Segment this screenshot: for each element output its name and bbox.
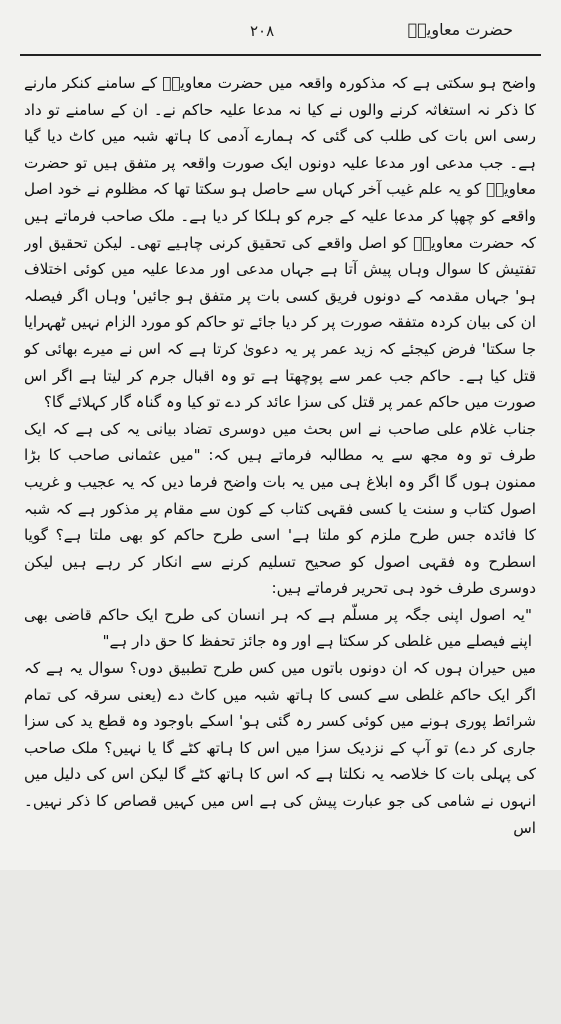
block-quote: "یہ اصول اپنی جگہ پر مسلّم ہے کہ ہر انسان کی طرح ایک حاکم قاضی بھی اپنے فیصلے میں غلطی کر سکتا ہے اور وہ جائز تحفظ کا حق دار ہے" (24, 605, 532, 651)
paragraph: واضح ہو سکتی ہے کہ مذکورہ واقعہ میں حضرت معاویہؓ کے سامنے کنکر مارنے کا ذکر نہ استغاثہ کرنے والوں نے کیا نہ مدعا علیہ حاکم نے۔ ان کے سامنے تو داد رسی اس بات کی طلب کی گئی کہ ہمارے آدمی کا ہاتھ شبہ میں کاٹ دیا گیا ہے۔ جب مدعی اور مدعا علیہ دونوں ایک صورت واقعہ پر متفق ہیں تو حضرت معاویہؓ کو یہ علم غیب آخر کہاں سے حاصل ہو سکتا تھا کہ مظلوم نے خود اصل واقعے کو چھپا کر مدعا علیہ کے جرم کو ہلکا کر دیا ہے۔ ملک صاحب فرماتے ہیں کہ حضرت معاویہؓ کو اصل واقعے کی تحقیق کرنی چاہیے تھی۔ لیکن تحقیق اور تفتیش کا سوال وہاں پیش آتا ہے جہاں مدعی اور مدعا علیہ میں کوئی اختلاف ہو' جہاں مقدمہ کے دونوں فریق کسی بات پر متفق ہو جائیں' وہاں اگر فیصلہ ان کی بیان کردہ متفقہ صورت پر کر دیا جائے تو حاکم کو مورد الزام نہیں ٹھہرایا جا سکتا' فرض کیجئے کہ زید عمر پر یہ دعویٰ کرتا ہے کہ اس نے میرے بھائی کو قتل کیا ہے۔ حاکم جب عمر سے پوچھتا ہے تو وہ اقبال جرم کر لیتا ہے اگر اس صورت میں حاکم عمر پر قتل کی سزا عائد کر دے تو کیا وہ گناہ گار کہلائے گا؟ (24, 74, 536, 412)
page-bottom-margin (0, 870, 561, 1024)
paragraph: میں حیران ہوں کہ ان دونوں باتوں میں کس طرح تطبیق دوں؟ سوال یہ ہے کہ اگر ایک حاکم غلطی سے کسی کا ہاتھ شبہ میں کاٹ دے (یعنی سرقہ کی تمام شرائط پوری ہونے میں کوئی کسر رہ گئی ہو' اسکے باوجود وہ قطع ید کی سزا جاری کر دے) تو آپ کے نزدیک سزا میں اس کا ہاتھ کٹے گا یا نہیں؟ ملک صاحب کی پہلی بات کا خلاصہ یہ نکلتا ہے کہ اس کا ہاتھ کٹے گا لیکن اس کی دلیل میں انہوں نے شامی کی جو عبارت پیش کی ہے اس میں کہیں قصاص کا ذکر نہیں۔ اس (24, 659, 536, 837)
header-rule (20, 54, 541, 56)
page-number: ۲۰۸ (250, 22, 275, 40)
page-body (24, 70, 536, 860)
running-title: حضرت معاویہؓ (407, 20, 513, 39)
page-header (20, 12, 541, 52)
paragraph: جناب غلام علی صاحب نے اس بحث میں دوسری تضاد بیانی یہ کی ہے کہ ایک طرف تو وہ مجھ سے یہ مطالبہ فرماتے ہیں کہ: "میں عثمانی صاحب کا بڑا ممنون ہوں گا اگر وہ ابلاغ ہی میں یہ بات واضح فرما دیں کہ یہ عجیب و غریب اصول کتاب و سنت یا کسی فقہی کتاب کے کون سے مقام پر مذکور ہے کہ شبہ کا فائدہ جس طرح ملزم کو ملتا ہے' اسی طرح حاکم کو بھی ملتا ہے؟ گویا اسطرح وہ فقہی اصول کو صحیح تسلیم کرنے سے انکار کر رہے ہیں لیکن دوسری طرف خود ہی تحریر فرماتے ہیں: (24, 419, 536, 598)
